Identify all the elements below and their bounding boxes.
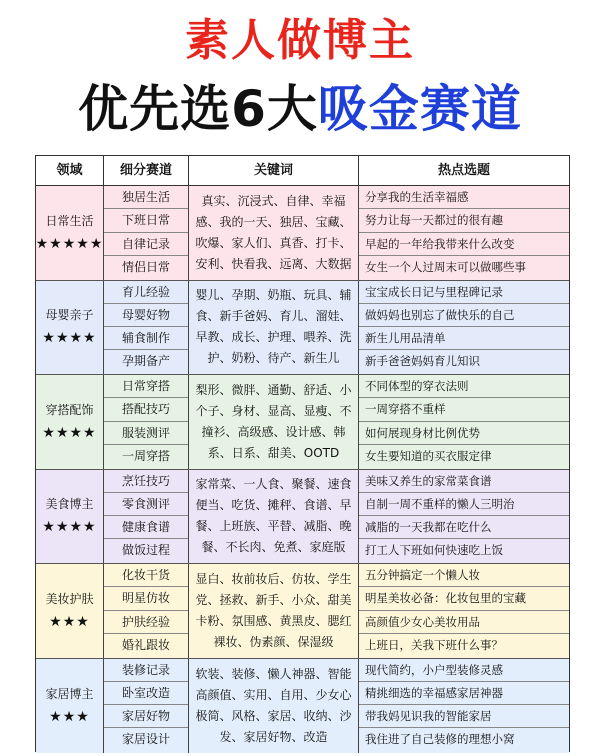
keywords-cell (189, 281, 359, 375)
subtrack-item: 家居好物 (104, 705, 188, 728)
domain-name: 穿搭配饰 (45, 402, 94, 417)
topic-item: 明星美妆必备：化妆包里的宝藏 (359, 587, 569, 610)
keywords-text: 真实、沉浸式、自律、幸福感、我的一天、独居、宝藏、吹爆、家人们、真香、打卡、安利、快看我、远离、大数据 (195, 193, 352, 271)
topic-item: 女生要知道的买衣服定律 (365, 448, 492, 463)
topics-cell (359, 470, 569, 564)
topic-item: 分享我的生活幸福感 (359, 186, 569, 209)
subtrack-item: 零食测评 (104, 493, 188, 516)
subtrack-item: 烹饪技巧 (104, 470, 188, 493)
topic-item: 我住进了自己装修的理想小窝 (365, 732, 515, 747)
topic-item: 如何展现身材比例优势 (359, 422, 569, 445)
domain-cell (36, 659, 104, 754)
subtrack-item: 辅食制作 (104, 327, 188, 350)
title-line-2-part-1: 优先选6大 (78, 80, 318, 138)
domain-cell (36, 564, 104, 658)
topic-item: 精挑细选的幸福感家居神器 (359, 682, 569, 705)
domain-name: 家居博主 (45, 686, 94, 701)
subtrack-item: 健康食谱 (104, 516, 188, 539)
domain-name: 母婴亲子 (45, 308, 94, 323)
title-line-1: 素人做博主 (185, 15, 415, 66)
star-rating: ★★★ (49, 708, 90, 725)
topic-item: 打工人下班如何快速吃上饭 (365, 543, 503, 558)
table-group (36, 281, 569, 376)
header-keywords: 关键词 (189, 156, 359, 185)
title-line-2 (0, 78, 600, 140)
subtrack-item: 做饭过程 (121, 543, 170, 558)
topics-cell (359, 375, 569, 469)
table-group (36, 659, 569, 754)
topic-item: 宝宝成长日记与里程碑记录 (359, 281, 569, 304)
domain-cell (36, 186, 104, 280)
domain-cell (36, 281, 104, 375)
subtrack-item: 卧室改造 (104, 682, 188, 705)
keywords-cell (189, 186, 359, 280)
domain-cell (36, 470, 104, 564)
domain-cell (36, 375, 104, 469)
subtrack-item: 独居生活 (104, 186, 188, 209)
subtrack-item: 日常穿搭 (104, 375, 188, 398)
keywords-text: 梨形、微胖、通勤、舒适、小个子、身材、显高、显瘦、不撞衫、高级感、设计感、韩系、日系、甜美、OOTD (195, 382, 352, 460)
topic-item: 早起的一年给我带来什么改变 (359, 233, 569, 256)
subtrack-item: 婚礼跟妆 (121, 637, 170, 652)
table-group (36, 375, 569, 470)
topic-item: 高颜值少女心美妆用品 (359, 611, 569, 634)
star-rating: ★★★★ (42, 330, 97, 347)
topic-item: 一周穿搭不重样 (359, 398, 569, 421)
header-topics: 热点选题 (437, 163, 490, 178)
subtrack-item: 化妆干货 (104, 564, 188, 587)
topic-item: 做妈妈也别忘了做快乐的自己 (359, 304, 569, 327)
topic-item: 五分钟搞定一个懒人妆 (359, 564, 569, 587)
keywords-cell (189, 470, 359, 564)
subtrack-item: 育儿经验 (104, 281, 188, 304)
header-subtrack: 细分赛道 (104, 156, 189, 185)
keywords-text: 家常菜、一人食、聚餐、速食便当、吃货、摊秤、食谱、早餐、上班族、平替、减脂、晚餐、不长肉、免煮、家庭版 (195, 477, 352, 555)
subtrack-item: 一周穿搭 (121, 448, 170, 463)
star-rating: ★★★★ (42, 519, 97, 536)
topic-item: 努力让每一天都过的很有趣 (359, 209, 569, 232)
topic-item: 新手爸爸妈妈育儿知识 (365, 354, 480, 369)
subtrack-cell (104, 281, 189, 375)
subtrack-item: 情侣日常 (121, 259, 170, 274)
topic-item: 新生儿用品清单 (359, 327, 569, 350)
subtrack-item: 护肤经验 (104, 611, 188, 634)
subtrack-item: 明星仿妆 (104, 587, 188, 610)
subtrack-item: 搭配技巧 (104, 398, 188, 421)
domain-name: 日常生活 (45, 213, 94, 228)
topic-item: 不同体型的穿衣法则 (359, 375, 569, 398)
topic-table (35, 155, 570, 752)
keywords-text: 显白、妆前妆后、仿妆、学生党、拯救、新手、小众、甜美卡粉、氛围感、黄黑皮、腮红裸妆、伪素颜、保湿级 (195, 571, 352, 649)
domain-name: 美食博主 (45, 497, 94, 512)
star-rating: ★★★ (49, 613, 90, 630)
subtrack-item: 下班日常 (104, 209, 188, 232)
topics-cell (359, 281, 569, 375)
subtrack-cell (104, 659, 189, 754)
subtrack-cell (104, 186, 189, 280)
keywords-text: 婴儿、孕期、奶瓶、玩具、辅食、新手爸妈、育儿、溜娃、早教、成长、护理、喂养、洗护、奶粉、待产、新生儿 (195, 288, 352, 366)
topic-item: 女生一个人过周末可以做哪些事 (365, 259, 526, 274)
keywords-cell (189, 659, 359, 754)
topic-item: 现代简约，小户型装修灵感 (359, 659, 569, 682)
subtrack-item: 母婴好物 (104, 304, 188, 327)
topics-cell (359, 186, 569, 280)
star-rating: ★★★★ (42, 424, 97, 441)
title-line-2-part-2: 吸金赛道 (317, 80, 522, 138)
subtrack-item: 孕期备产 (121, 354, 170, 369)
topic-item: 自制一周不重样的懒人三明治 (359, 493, 569, 516)
keywords-text: 软装、装修、懒人神器、智能高颜值、实用、自用、少女心极简、风格、家居、收纳、沙发、家居好物、改造 (195, 666, 352, 744)
subtrack-item: 家居设计 (121, 732, 170, 747)
topics-cell (359, 564, 569, 658)
table-header (36, 156, 569, 186)
topic-item: 美味又养生的家常菜食谱 (359, 470, 569, 493)
topics-cell (359, 659, 569, 754)
subtrack-item: 装修记录 (104, 659, 188, 682)
keywords-cell (189, 564, 359, 658)
domain-name: 美妆护肤 (45, 591, 94, 606)
subtrack-item: 服装测评 (104, 422, 188, 445)
table-group (36, 186, 569, 281)
table-group (36, 564, 569, 659)
topic-item: 上班日，关我下班什么事？ (365, 637, 503, 652)
subtrack-item: 自律记录 (104, 233, 188, 256)
topic-item: 减脂的一天我都在吃什么 (359, 516, 569, 539)
topic-item: 带我妈见识我的智能家居 (359, 705, 569, 728)
keywords-cell (189, 375, 359, 469)
star-rating: ★★★★★ (35, 235, 104, 252)
header-domain: 领域 (36, 156, 104, 185)
subtrack-cell (104, 470, 189, 564)
subtrack-cell (104, 564, 189, 658)
table-group (36, 470, 569, 565)
subtrack-cell (104, 375, 189, 469)
